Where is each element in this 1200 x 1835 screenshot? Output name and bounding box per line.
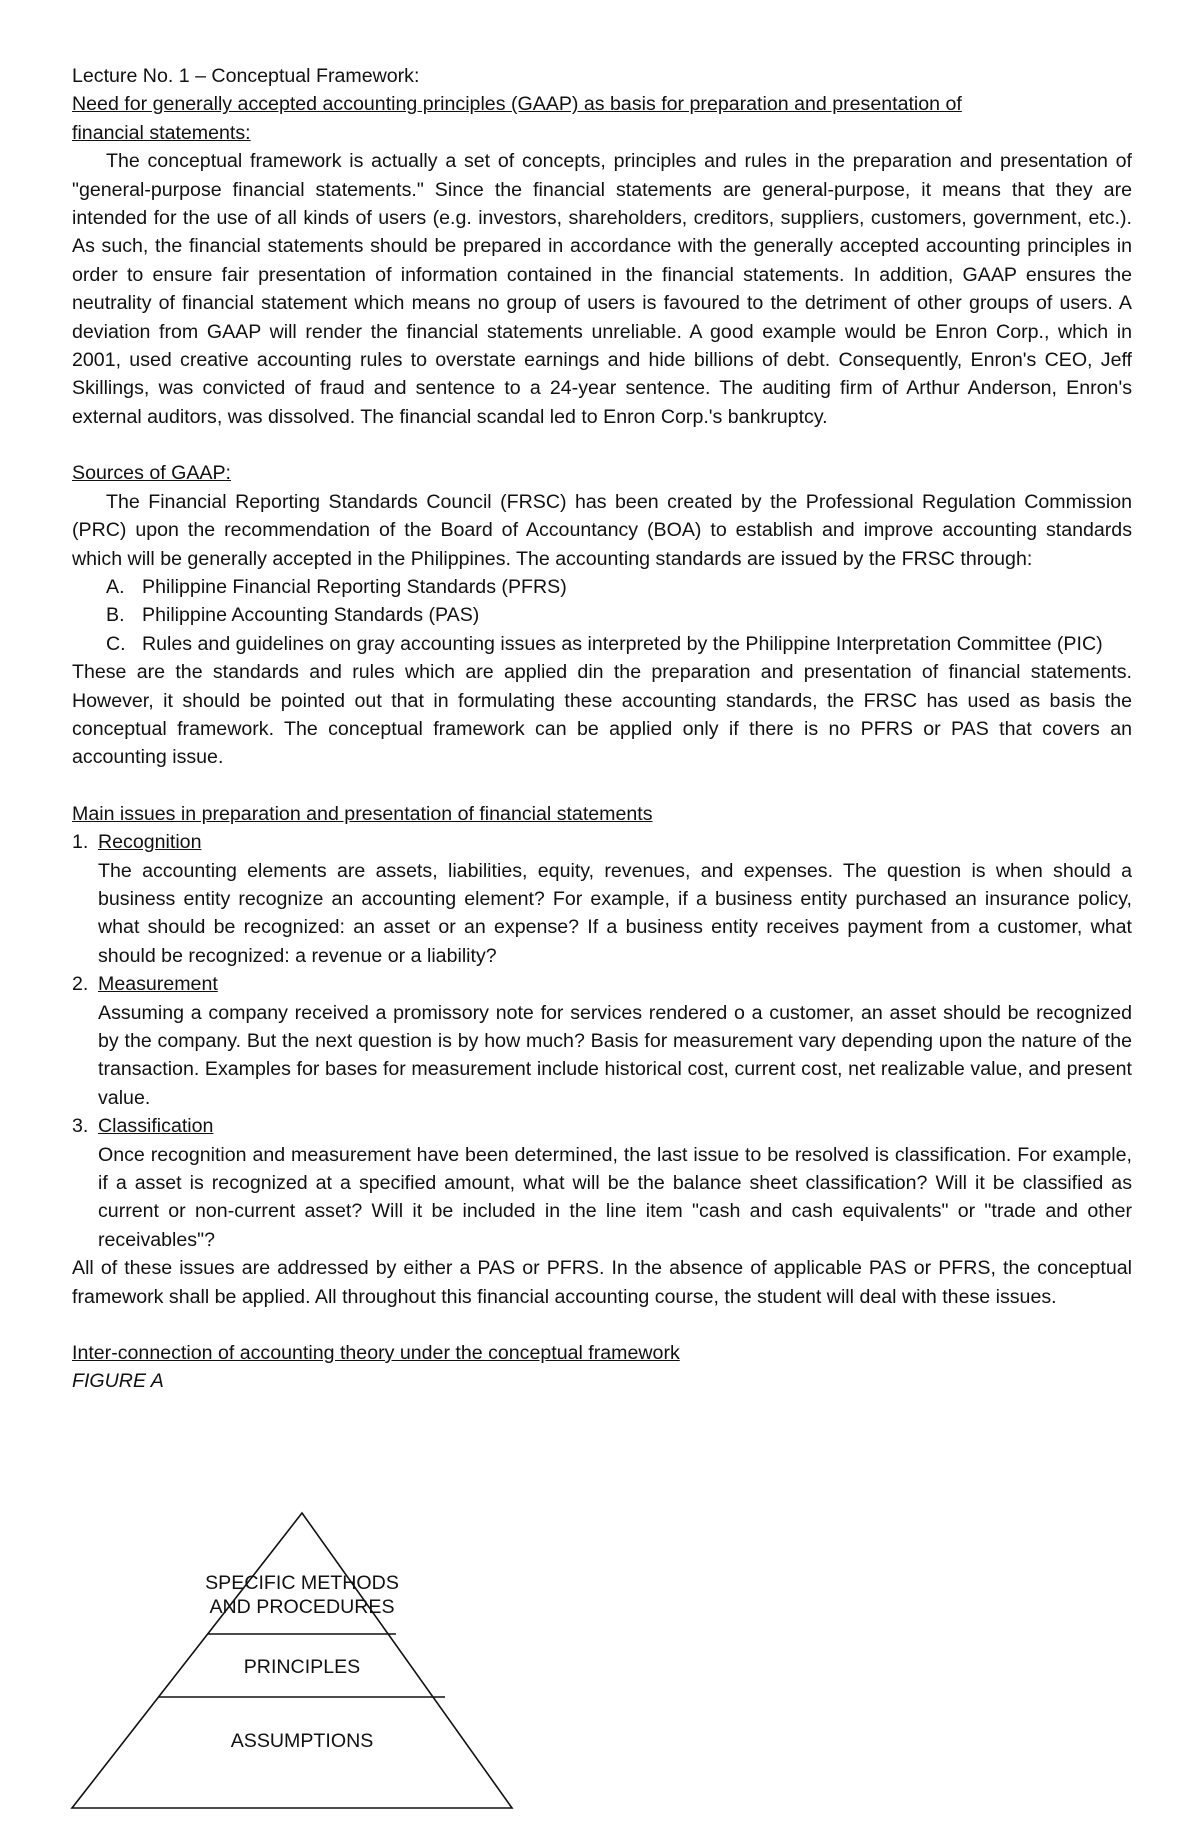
lecture-title: Lecture No. 1 – Conceptual Framework: <box>72 65 420 87</box>
list-item <box>72 630 1132 658</box>
list-marker: 2. <box>72 973 89 996</box>
section-heading-sources: Sources of GAAP: <box>72 462 231 485</box>
pyramid-bottom-label: ASSUMPTIONS <box>230 1730 374 1752</box>
pyramid-figure <box>62 1505 522 1815</box>
spacer <box>72 1311 1132 1339</box>
list-marker: C. <box>106 632 126 655</box>
issue-text: Once recognition and measurement have been determined, the last issue to be resolved is classification. For example, if a asset is recognized at a specified amount, what will be the balance sheet classification? Will it be classified as current or non-current asset? Will it be included in the line item "cash and cash equivalents" or "trade and other receivables"? <box>98 1143 1132 1251</box>
list-item <box>72 970 1132 1112</box>
issues-closing-paragraph: All of these issues are addressed by either a PAS or PFRS. In the absence of applicable PAS or PFRS, the conceptual framework shall be applied. All throughout this financial accounting course, the student will deal with these issues. <box>72 1257 1132 1308</box>
list-item-text: Rules and guidelines on gray accounting issues as interpreted by the Philippine Interpretation Committee (PIC) <box>142 632 1103 655</box>
document-page <box>72 62 1132 1396</box>
list-item <box>72 828 1132 970</box>
list-item <box>72 1112 1132 1254</box>
issue-text: Assuming a company received a promissory note for services rendered o a customer, an asset should be recognized by the company. But the next question is by how much? Basis for measurement vary depending upon the nature of the transaction. Examples for bases for measurement include historical cost, current cost, net realizable value, and present value. <box>98 1001 1132 1109</box>
pyramid-top-label-line1: SPECIFIC METHODS <box>205 1572 399 1594</box>
issue-title: Classification <box>98 1115 214 1138</box>
list-marker: 1. <box>72 831 89 854</box>
sources-list <box>72 573 1132 658</box>
issue-text: The accounting elements are assets, liabilities, equity, revenues, and expenses. The question is when should a business entity recognize an accounting element? For example, if a business entity purchased an insurance policy, what should be recognized: an asset or an expense? If a business entity receives payment from a customer, what should be recognized: a revenue or a liability? <box>98 859 1132 967</box>
sources-closing-paragraph: These are the standards and rules which are applied din the preparation and presentation of financial statements. However, it should be pointed out that in formulating these accounting standards, the FRSC has used as basis the conceptual framework. The conceptual framework can be applied only if there is no PFRS or PAS that covers an accounting issue. <box>72 661 1132 769</box>
figure-label: FIGURE A <box>72 1370 164 1393</box>
section-heading-main-issues: Main issues in preparation and presentation of financial statements <box>72 802 653 825</box>
list-marker: B. <box>106 604 125 627</box>
issue-title: Measurement <box>98 973 218 996</box>
section-heading-interconnection: Inter-connection of accounting theory under the conceptual framework <box>72 1342 680 1365</box>
list-marker: 3. <box>72 1115 89 1138</box>
gaap-need-paragraph: The conceptual framework is actually a set of concepts, principles and rules in the preparation and presentation of "general-purpose financial statements." Since the financial statements are general-purpose, it means that they are intended for the use of all kinds of users (e.g. investors, shareholders, creditors, suppliers, customers, government, etc.). As such, the financial statements should be prepared in accordance with the generally accepted accounting principles in order to ensure fair presentation of information contained in the financial statements. In addition, GAAP ensures the neutrality of financial statement which means no group of users is favoured to the detriment of other groups of users. A deviation from GAAP will render the financial statements unreliable. A good example would be Enron Corp., which in 2001, used creative accounting rules to overstate earnings and hide billions of debt. Consequently, Enron's CEO, Jeff Skillings, was convicted of fraud and sentence to a 24-year sentence. The auditing firm of Arthur Anderson, Enron's external auditors, was dissolved. The financial scandal led to Enron Corp.'s bankruptcy. <box>72 150 1132 428</box>
spacer <box>72 431 1132 459</box>
pyramid-top-label-line2: AND PROCEDURES <box>209 1596 395 1618</box>
issue-title: Recognition <box>98 831 202 854</box>
list-item-text: Philippine Financial Reporting Standards (PFRS) <box>142 575 567 598</box>
list-item <box>72 573 1132 601</box>
section-heading-gaap-need: Need for generally accepted accounting principles (GAAP) as basis for preparation and presentation of <box>72 93 962 116</box>
issues-list <box>72 828 1132 1254</box>
list-item-text: Philippine Accounting Standards (PAS) <box>142 604 480 627</box>
list-item <box>72 601 1132 629</box>
sources-paragraph: The Financial Reporting Standards Council (FRSC) has been created by the Professional Regulation Commission (PRC) upon the recommendation of the Board of Accountancy (BOA) to establish and improve accounting standards which will be generally accepted in the Philippines. The accounting standards are issued by the FRSC through: <box>72 490 1132 570</box>
list-marker: A. <box>106 575 125 598</box>
spacer <box>72 772 1132 800</box>
pyramid-middle-label: PRINCIPLES <box>243 1656 361 1678</box>
section-heading-gaap-need-cont: financial statements: <box>72 121 251 144</box>
